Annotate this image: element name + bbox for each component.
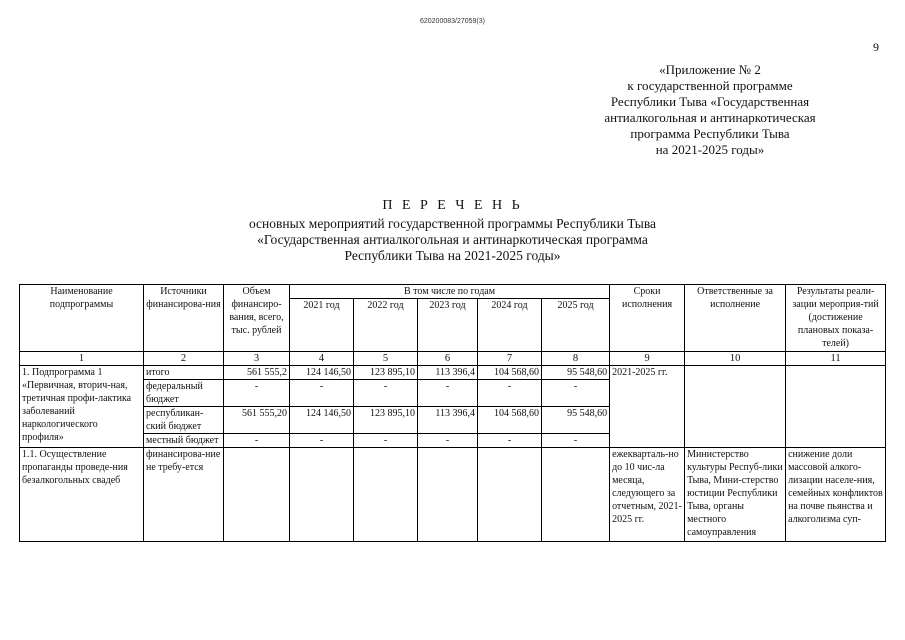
header-name: Наименование подпрограммы [20,285,144,352]
funding-source: итого [144,366,224,380]
subprogram-results [786,366,886,448]
funding-year: - [418,434,478,448]
header-responsible: Ответственные за исполнение [685,285,786,352]
measure-volume [224,448,290,542]
document-title: П Е Р Е Ч Е Н Ь [382,198,523,213]
subprogram-responsible [685,366,786,448]
column-number: 8 [542,352,610,366]
funding-year: - [542,380,610,407]
funding-total: 561 555,20 [224,407,290,434]
header-by-years: В том числе по годам [290,285,610,299]
table-row [20,366,886,380]
appendix-line: Республики Тыва «Государственная [610,94,810,109]
measure-year [478,448,542,542]
funding-total: - [224,380,290,407]
header-row [20,285,886,299]
subprogram-name: 1. Подпрограмма 1 «Первичная, вторич-ная, третичная профи-лактика заболеваний наркологического профиля» [20,366,144,448]
header-results: Результаты реали-зации мероприя-тий (достижение плановых показа-телей) [786,285,886,352]
column-number: 9 [610,352,685,366]
funding-year: 113 396,4 [418,407,478,434]
funding-source: местный бюджет [144,434,224,448]
column-number: 5 [354,352,418,366]
column-number: 6 [418,352,478,366]
subprogram-term: 2021-2025 гг. [610,366,685,448]
measure-year [290,448,354,542]
funding-year: 104 568,60 [478,407,542,434]
document-id: 620200083/27059(3) [419,18,485,25]
column-number: 1 [20,352,144,366]
funding-year: 124 146,50 [290,366,354,380]
appendix-line: программа Республики Тыва [630,126,790,141]
page-number: 9 [873,40,879,54]
header-source: Источники финансирова-ния [144,285,224,352]
measure-results: снижение доли массовой алкого-лизации населе-ния, семейных конфликтов на почве пьянства и алкоголизма суп- [786,448,886,542]
funding-source: федеральный бюджет [144,380,224,407]
appendix-line: к государственной программе [627,78,793,93]
funding-source: республикан-ский бюджет [144,407,224,434]
subtitle-line: Республики Тыва на 2021-2025 годы» [344,248,561,263]
measure-name: 1.1. Осуществление пропаганды проведе-ния безалкогольных свадеб [20,448,144,542]
measure-year [354,448,418,542]
funding-year: 104 568,60 [478,366,542,380]
funding-year: 123 895,10 [354,366,418,380]
appendix-line: на 2021-2025 годы» [655,142,765,157]
funding-total: - [224,434,290,448]
table-row [20,448,886,542]
measure-year [418,448,478,542]
funding-year: - [478,380,542,407]
funding-year: 95 548,60 [542,407,610,434]
header-volume: Объем финансиро-вания, всего, тыс. рублей [224,285,290,352]
measure-responsible: Министерство культуры Респуб-лики Тыва, Мини-стерство юстиции Республики Тыва, органы местного самоуправления [685,448,786,542]
funding-year: - [290,380,354,407]
column-numbers-row [20,352,886,366]
column-number: 7 [478,352,542,366]
funding-year: - [478,434,542,448]
measure-terms: ежекварталь-но до 10 чис-ла месяца, следующего за отчетным, 2021-2025 гг. [610,448,685,542]
funding-year: - [354,434,418,448]
subtitle-line: основных мероприятий государственной программы Республики Тыва [248,216,657,231]
funding-year: 113 396,4 [418,366,478,380]
funding-year: 123 895,10 [354,407,418,434]
header-year: 2023 год [418,299,478,352]
header-year: 2024 год [478,299,542,352]
funding-year: - [290,434,354,448]
appendix-line: антиалкогольная и антинаркотическая [604,110,816,125]
appendix-line: «Приложение № 2 [659,62,761,77]
subtitle-line: «Государственная антиалкогольная и антинаркотическая программа [257,232,648,247]
measures-table [19,284,886,542]
column-number: 11 [786,352,886,366]
document-subtitle [0,216,905,264]
measure-source: финансирова-ние не требу-ется [144,448,224,542]
column-number: 4 [290,352,354,366]
funding-year: - [354,380,418,407]
funding-year: 124 146,50 [290,407,354,434]
funding-year: - [418,380,478,407]
funding-year: 95 548,60 [542,366,610,380]
header-terms: Сроки исполнения [610,285,685,352]
funding-year: - [542,434,610,448]
funding-total: 561 555,2 [224,366,290,380]
column-number: 10 [685,352,786,366]
column-number: 2 [144,352,224,366]
header-year: 2025 год [542,299,610,352]
appendix-note [560,62,860,158]
header-year: 2022 год [354,299,418,352]
column-number: 3 [224,352,290,366]
header-year: 2021 год [290,299,354,352]
measure-year [542,448,610,542]
